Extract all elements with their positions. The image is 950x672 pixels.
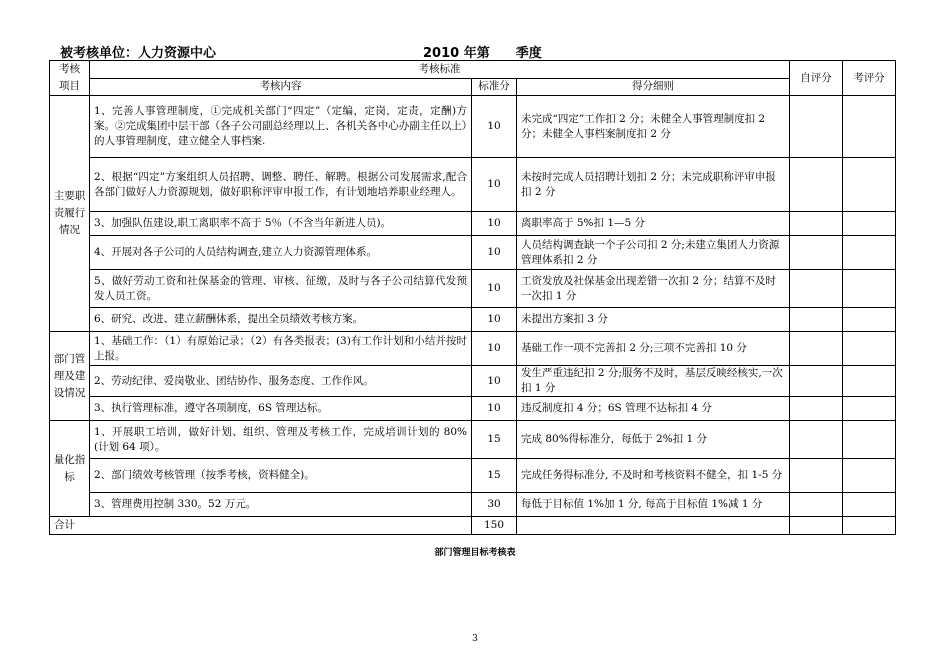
- table-row: [50, 421, 896, 459]
- standard-header: 考核标准: [90, 61, 790, 79]
- content-cell: 3、执行管理标准，遵守各项制度，6S 管理达标。: [90, 397, 472, 421]
- content-cell: 1、完善人事管理制度，①完成机关部门“四定”（定编，定岗，定责，定酬)方案。②完成集团中层干部（各子公司副总经理以上、各机关各中心办副主任以上）的人事管理制度，建立健全人事档案.: [90, 96, 472, 158]
- table-row: [50, 366, 896, 397]
- detail-cell: 每低于目标值 1%加 1 分, 每高于目标值 1%减 1 分: [517, 493, 790, 517]
- score-cell: 10: [472, 366, 517, 397]
- total-eval-score-cell[interactable]: [843, 517, 896, 535]
- eval-score-cell[interactable]: [843, 96, 896, 158]
- score-cell: 10: [472, 270, 517, 308]
- page-number: 3: [472, 634, 478, 644]
- total-detail-cell: [517, 517, 790, 535]
- table-caption: 部门管理目标考核表: [434, 548, 516, 558]
- detail-cell: 工资发放及社保基金出现差错一次扣 2 分；结算不及时一次扣 1 分: [517, 270, 790, 308]
- self-score-cell[interactable]: [790, 459, 843, 493]
- score-cell: 10: [472, 397, 517, 421]
- eval-score-cell[interactable]: [843, 308, 896, 332]
- table-row: [50, 459, 896, 493]
- total-self-score-cell[interactable]: [790, 517, 843, 535]
- table-row: [50, 493, 896, 517]
- detail-cell: 未完成“四定”工作扣 2 分；未健全人事管理制度扣 2 分；未健全人事档案制度扣 2 分: [517, 96, 790, 158]
- content-cell: 3、加强队伍建设,职工离职率不高于 5％（不含当年新进人员)。: [90, 212, 472, 236]
- eval-score-cell[interactable]: [843, 236, 896, 270]
- detail-cell: 基础工作一项不完善扣 2 分;三项不完善扣 10 分: [517, 332, 790, 366]
- content-cell: 1、开展职工培训，做好计划、组织、管理及考核工作，完成培训计划的 80%(计划 64 项）。: [90, 421, 472, 459]
- self-score-cell[interactable]: [790, 332, 843, 366]
- self-score-cell[interactable]: [790, 397, 843, 421]
- table-row: [50, 397, 896, 421]
- self-score-cell[interactable]: [790, 421, 843, 459]
- self-score-cell[interactable]: [790, 270, 843, 308]
- content-cell: 4、开展对各子公司的人员结构调查,建立人力资源管理体系。: [90, 236, 472, 270]
- total-label: 合计: [50, 517, 472, 535]
- eval-score-cell[interactable]: [843, 493, 896, 517]
- detail-cell: 未按时完成人员招聘计划扣 2 分；未完成职称评审申报扣 2 分: [517, 158, 790, 212]
- category-header: 考核项目: [50, 61, 90, 96]
- score-cell: 10: [472, 212, 517, 236]
- detail-cell: 完成 80%得标准分，每低于 2%扣 1 分: [517, 421, 790, 459]
- table-row: [50, 236, 896, 270]
- content-cell: 5、做好劳动工资和社保基金的管理、审核、征缴，及时与各子公司结算代发预发人员工资。: [90, 270, 472, 308]
- content-cell: 6、研究、改进、建立薪酬体系，提出全员绩效考核方案。: [90, 308, 472, 332]
- assessed-unit: 被考核单位：人力资源中心: [60, 46, 217, 61]
- assessment-table: [49, 60, 896, 535]
- score-cell: 10: [472, 332, 517, 366]
- table-row: [50, 212, 896, 236]
- self-score-cell[interactable]: [790, 236, 843, 270]
- content-cell: 2、部门绩效考核管理（按季考核，资料健全)。: [90, 459, 472, 493]
- eval-score-cell[interactable]: [843, 459, 896, 493]
- score-cell: 10: [472, 236, 517, 270]
- eval-score-header: 考评分: [843, 61, 896, 96]
- self-score-cell[interactable]: [790, 308, 843, 332]
- eval-score-cell[interactable]: [843, 212, 896, 236]
- detail-cell: 违反制度扣 4 分；6S 管理不达标扣 4 分: [517, 397, 790, 421]
- detail-cell: 人员结构调查缺一个子公司扣 2 分;未建立集团人力资源管理体系扣 2 分: [517, 236, 790, 270]
- score-cell: 10: [472, 96, 517, 158]
- table-row: [50, 158, 896, 212]
- content-header: 考核内容: [90, 78, 472, 96]
- eval-score-cell[interactable]: [843, 332, 896, 366]
- table-row: [50, 308, 896, 332]
- detail-cell: 发生严重违纪扣 2 分;服务不及时，基层反映经核实,一次扣 1 分: [517, 366, 790, 397]
- self-score-header: 自评分: [790, 61, 843, 96]
- category-cell: 量化指标: [50, 421, 90, 517]
- eval-score-cell[interactable]: [843, 270, 896, 308]
- eval-score-cell[interactable]: [843, 158, 896, 212]
- self-score-cell[interactable]: [790, 493, 843, 517]
- eval-score-cell[interactable]: [843, 366, 896, 397]
- document-header: [60, 40, 900, 60]
- detail-cell: 完成任务得标准分, 不及时和考核资料不健全，扣 1-5 分: [517, 459, 790, 493]
- self-score-cell[interactable]: [790, 96, 843, 158]
- total-score: 150: [472, 517, 517, 535]
- eval-score-cell[interactable]: [843, 421, 896, 459]
- detail-cell: 离职率高于 5%扣 1—5 分: [517, 212, 790, 236]
- assessment-period: 2010 年第 季度: [423, 46, 542, 61]
- score-cell: 10: [472, 158, 517, 212]
- score-header: 标准分: [472, 78, 517, 96]
- score-cell: 15: [472, 421, 517, 459]
- total-row: [50, 517, 896, 535]
- table-row: [50, 332, 896, 366]
- eval-score-cell[interactable]: [843, 397, 896, 421]
- content-cell: 3、管理费用控制 330。52 万元。: [90, 493, 472, 517]
- score-cell: 15: [472, 459, 517, 493]
- content-cell: 1、基础工作：（1）有原始记录；（2）有各类报表；(3)有工作计划和小结并按时上报。: [90, 332, 472, 366]
- category-cell: 部门管理及建设情况: [50, 332, 90, 421]
- content-cell: 2、根据“四定”方案组织人员招聘、调整、聘任、解聘。根据公司发展需求,配合各部门做好人力资源规划，做好职称评审申报工作，有计划地培养职业经理人。: [90, 158, 472, 212]
- table-row: [50, 270, 896, 308]
- score-cell: 30: [472, 493, 517, 517]
- detail-cell: 未提出方案扣 3 分: [517, 308, 790, 332]
- category-cell: 主要职责履行情况: [50, 96, 90, 332]
- content-cell: 2、劳动纪律、爱岗敬业、团结协作、服务态度、工作作风。: [90, 366, 472, 397]
- table-row: [50, 96, 896, 158]
- score-cell: 10: [472, 308, 517, 332]
- self-score-cell[interactable]: [790, 212, 843, 236]
- detail-header: 得分细则: [517, 78, 790, 96]
- self-score-cell[interactable]: [790, 366, 843, 397]
- self-score-cell[interactable]: [790, 158, 843, 212]
